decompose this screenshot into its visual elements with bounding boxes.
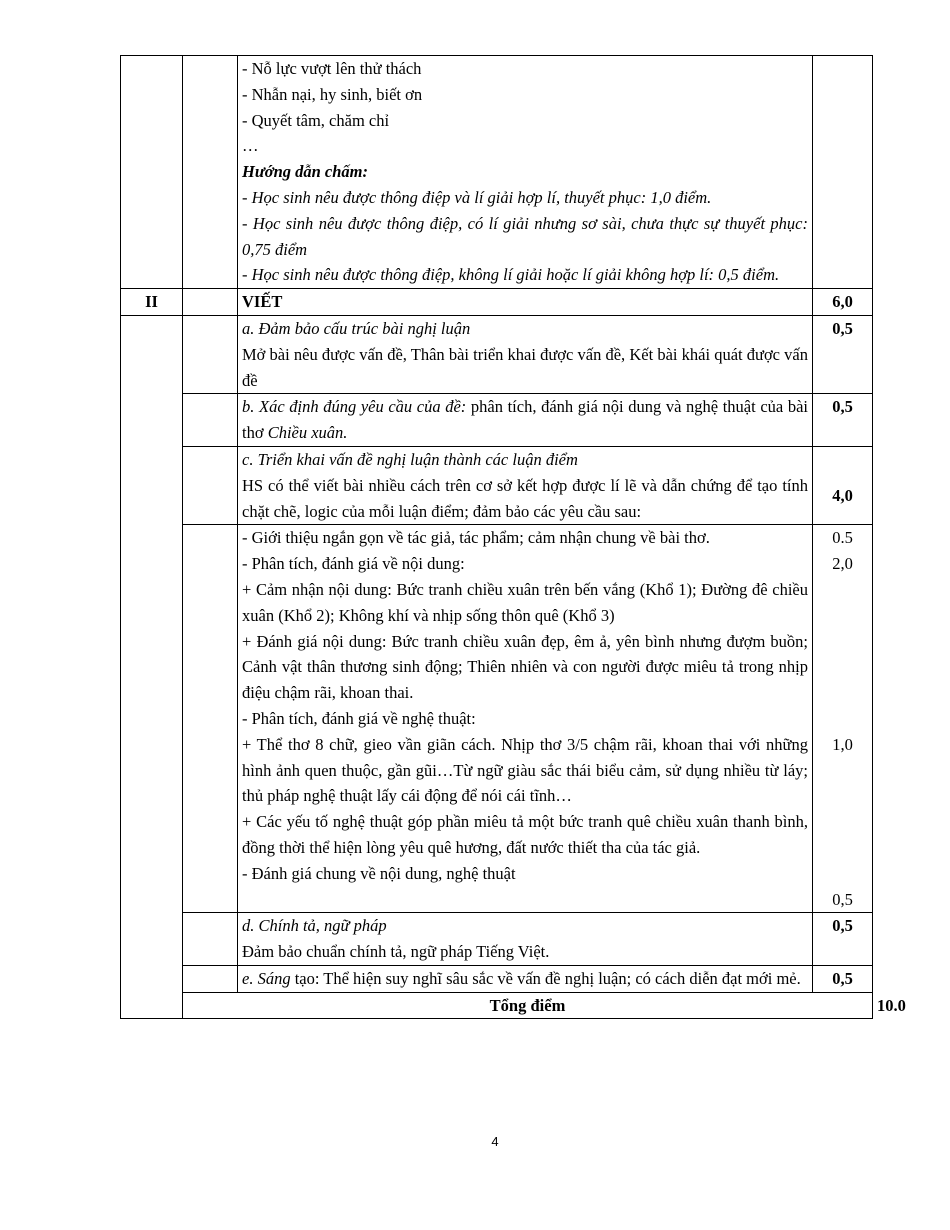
detail-content-heading: - Phân tích, đánh giá về nội dung: <box>242 554 465 574</box>
criterion-text: phân tích, đánh giá nội dung và nghệ thuật của bài thơ <box>242 397 808 443</box>
message-item: - Nỗ lực vượt lên thử thách <box>242 59 422 78</box>
subsection-cell <box>183 446 238 524</box>
criterion-points: 4,0 <box>813 446 873 524</box>
detail-art-item: + Các yếu tố nghệ thuật góp phần miêu tả một bức tranh quê chiều xuân thanh bình, đồng thời thể hiện lòng yêu quê hương, đất nước thiết tha của tác giả. <box>242 812 808 857</box>
poem-title: Chiều xuân. <box>267 423 348 443</box>
subsection-cell <box>183 525 238 913</box>
criterion-row-c <box>121 446 873 524</box>
subsection-cell <box>183 56 238 289</box>
grading-guide-item: - Học sinh nêu được thông điệp và lí giải hợp lí, thuyết phục: 1,0 điểm. <box>242 187 712 207</box>
detail-art-heading: - Phân tích, đánh giá về nghệ thuật: <box>242 708 476 728</box>
detail-intro: - Giới thiệu ngắn gọn về tác giả, tác phẩm; cảm nhận chung về bài thơ. <box>242 528 710 548</box>
continuation-content <box>238 56 813 289</box>
criterion-text: Mở bài nêu được vấn đề, Thân bài triển khai được vấn đề, Kết bài khái quát được vấn đề <box>242 344 808 390</box>
criterion-heading: a. Đảm bảo cấu trúc bài nghị luận <box>242 318 471 338</box>
subsection-cell <box>183 315 238 393</box>
grading-guide-item: - Học sinh nêu được thông điệp, không lí giải hoặc lí giải không hợp lí: 0,5 điểm. <box>242 265 780 285</box>
criterion-details-row <box>121 525 873 913</box>
detail-art-item: + Thể thơ 8 chữ, gieo vần giãn cách. Nhịp thơ 3/5 chậm rãi, khoan thai với những hình ảnh quen thuộc, gần gũi…Từ ngữ giàu sắc thái biểu cảm, sử dụng nhiều từ láy; thủ pháp nghệ thuật lấy cái động để nói cái tĩnh… <box>242 734 808 806</box>
section-number: II <box>121 289 183 316</box>
criterion-text: Đảm bảo chuẩn chính tả, ngữ pháp Tiếng Việt. <box>242 942 550 962</box>
criterion-points: 0,5 <box>813 965 873 992</box>
points-cell <box>813 56 873 289</box>
criterion-heading: c. Triển khai vấn đề nghị luận thành các luận điểm <box>242 449 578 469</box>
details-content <box>238 525 813 913</box>
message-item: - Quyết tâm, chăm chỉ <box>242 110 390 130</box>
criterion-row-e <box>121 965 873 992</box>
total-row: Tổng điểm 10.0 <box>121 992 873 1019</box>
message-item: - Nhẫn nại, hy sinh, biết ơn <box>242 84 423 104</box>
page-number: 4 <box>491 1134 499 1149</box>
criterion-content <box>238 446 813 524</box>
criterion-row-a <box>121 315 873 393</box>
criterion-text: HS có thể viết bài nhiều cách trên cơ sở kết hợp được lí lẽ và dẫn chứng để tạo tính chặt chẽ, logic của mỗi luận điểm; đảm bảo các yêu cầu sau: <box>242 475 808 521</box>
subsection-cell <box>183 289 238 316</box>
scoring-rubric-table <box>120 55 906 1019</box>
criterion-points: 0,5 <box>813 315 873 393</box>
criterion-content <box>238 315 813 393</box>
detail-content-item: + Cảm nhận nội dung: Bức tranh chiều xuân trên bến vắng (Khổ 1); Đường đê chiều xuân (Khổ 2); Không khí và nhịp sống thôn quê (Khổ 3) <box>242 579 808 625</box>
section-points: 6,0 <box>813 289 873 316</box>
criterion-heading: e. Sáng <box>242 968 291 988</box>
intro-points: 0.5 <box>832 528 853 548</box>
section-cell <box>121 56 183 289</box>
criterion-points: 0,5 <box>813 394 873 447</box>
criterion-content <box>238 965 813 992</box>
criterion-content <box>238 913 813 966</box>
criterion-heading: b. Xác định đúng yêu cầu của đề: <box>242 397 467 417</box>
detail-overall: - Đánh giá chung về nội dung, nghệ thuật <box>242 863 516 883</box>
total-label: Tổng điểm <box>183 992 873 1019</box>
criterion-text: tạo: Thể hiện suy nghĩ sâu sắc về vấn đề nghị luận; có cách diễn đạt mới mẻ. <box>290 968 801 988</box>
criterion-row-b <box>121 394 873 447</box>
criterion-row-d <box>121 913 873 966</box>
overall-points: 0,5 <box>832 889 853 909</box>
grading-guide-item: - Học sinh nêu được thông điệp, có lí giải nhưng sơ sài, chưa thực sự thuyết phục: 0,75 điểm <box>242 213 808 259</box>
section-header-row <box>121 289 873 316</box>
art-points: 1,0 <box>832 734 853 754</box>
criterion-points: 0,5 <box>813 913 873 966</box>
grading-guide-title: Hướng dẫn chấm: <box>242 162 369 182</box>
detail-content-item: + Đánh giá nội dung: Bức tranh chiều xuân đẹp, êm ả, yên bình nhưng đượm buồn; Cảnh vật thân thương sinh động; Thiên nhiên và con người được miêu tả trong nhịp điệu chậm rãi, khoan thai. <box>242 631 808 703</box>
criterion-content <box>238 394 813 447</box>
section-cell-span <box>121 315 183 1019</box>
subsection-cell <box>183 394 238 447</box>
rubric-row-continuation <box>121 56 873 289</box>
content-points: 2,0 <box>832 554 853 574</box>
section-title: VIẾT <box>238 289 813 316</box>
message-item: … <box>242 136 259 156</box>
subsection-cell <box>183 913 238 966</box>
criterion-heading: d. Chính tả, ngữ pháp <box>242 916 387 936</box>
subsection-cell <box>183 965 238 992</box>
details-points <box>813 525 873 913</box>
